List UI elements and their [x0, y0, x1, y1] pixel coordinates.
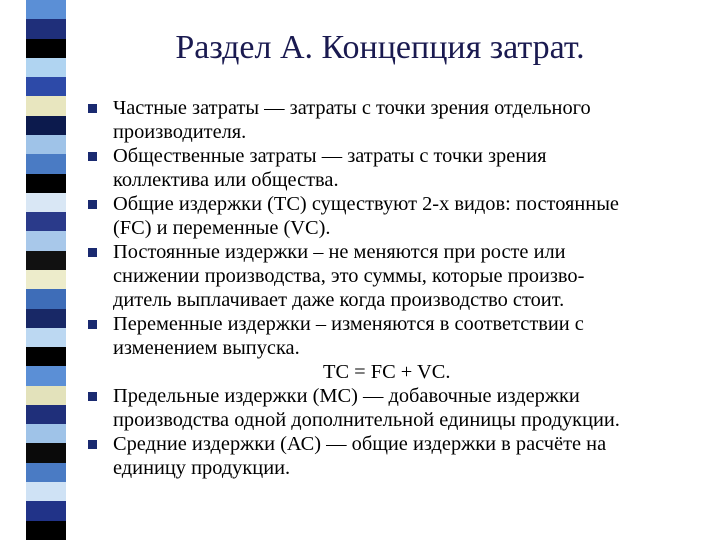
- bullet-text-line: производителя.: [113, 121, 247, 143]
- stripe-segment: [26, 193, 66, 212]
- bullet-text-line: единицу продукции.: [113, 457, 291, 479]
- stripe-segment: [26, 443, 66, 462]
- stripe-segment: [26, 116, 66, 135]
- slide-title: Раздел А. Концепция затрат.: [175, 29, 585, 66]
- stripe-segment: [26, 231, 66, 250]
- stripe-segment: [26, 482, 66, 501]
- square-bullet-icon: [88, 200, 97, 209]
- stripe-segment: [26, 405, 66, 424]
- bullet-text-line: Частные затраты — затраты с точки зрения отдельного: [113, 97, 591, 119]
- bullet-item: [88, 384, 718, 432]
- stripe-segment: [26, 289, 66, 308]
- bullet-list: [88, 96, 718, 480]
- square-bullet-icon: [88, 440, 97, 449]
- stripe-segment: [26, 270, 66, 289]
- bullet-text-line: Средние издержки (АС) — общие издержки в расчёте на: [113, 433, 607, 455]
- bullet-text-line: изменением выпуска.: [113, 337, 300, 359]
- bullet-item: [88, 312, 718, 360]
- stripe-segment: [26, 347, 66, 366]
- stripe-segment: [26, 424, 66, 443]
- bullet-text-line: производства одной дополнительной единицы продукции.: [113, 409, 620, 431]
- stripe-segment: [26, 96, 66, 115]
- stripe-segment: [26, 328, 66, 347]
- stripe-segment: [26, 154, 66, 173]
- bullet-text-line: Постоянные издержки – не меняются при росте или: [113, 241, 566, 263]
- bullet-item: [88, 192, 718, 240]
- bullet-text-line: Общественные затраты — затраты с точки зрения: [113, 145, 547, 167]
- stripe-segment: [26, 212, 66, 231]
- square-bullet-icon: [88, 152, 97, 161]
- bullet-text-line: дитель выплачивает даже когда производство стоит.: [113, 289, 565, 311]
- stripe-segment: [26, 309, 66, 328]
- bullet-text-line: коллектива или общества.: [113, 169, 339, 191]
- stripe-segment: [26, 135, 66, 154]
- square-bullet-icon: [88, 320, 97, 329]
- stripe-segment: [26, 19, 66, 38]
- bullet-item: [88, 96, 718, 144]
- stripe-segment: [26, 39, 66, 58]
- bullet-item: [88, 432, 718, 480]
- square-bullet-icon: [88, 248, 97, 257]
- square-bullet-icon: [88, 104, 97, 113]
- stripe-segment: [26, 501, 66, 520]
- stripe-segment: [26, 77, 66, 96]
- square-bullet-icon: [88, 392, 97, 401]
- stripe-segment: [26, 386, 66, 405]
- bullet-text-line: Общие издержки (ТС) существуют 2-х видов: постоянные: [113, 193, 619, 215]
- bullet-text-line: (FC) и переменные (VC).: [113, 217, 331, 239]
- bullet-text-line: Предельные издержки (МС) — добавочные издержки: [113, 385, 580, 407]
- bullet-text-line: Переменные издержки – изменяются в соответствии с: [113, 313, 584, 335]
- stripe-segment: [26, 251, 66, 270]
- stripe-segment: [26, 463, 66, 482]
- formula-text: TC = FC + VC.: [323, 361, 451, 383]
- bullet-item: [88, 144, 718, 192]
- bullet-text-line: снижении производства, это суммы, которые произво-: [113, 265, 585, 287]
- decorative-stripe-bar: [26, 0, 66, 540]
- bullet-item: [88, 240, 718, 312]
- stripe-segment: [26, 174, 66, 193]
- stripe-segment: [26, 0, 66, 19]
- stripe-segment: [26, 521, 66, 540]
- stripe-segment: [26, 366, 66, 385]
- stripe-segment: [26, 58, 66, 77]
